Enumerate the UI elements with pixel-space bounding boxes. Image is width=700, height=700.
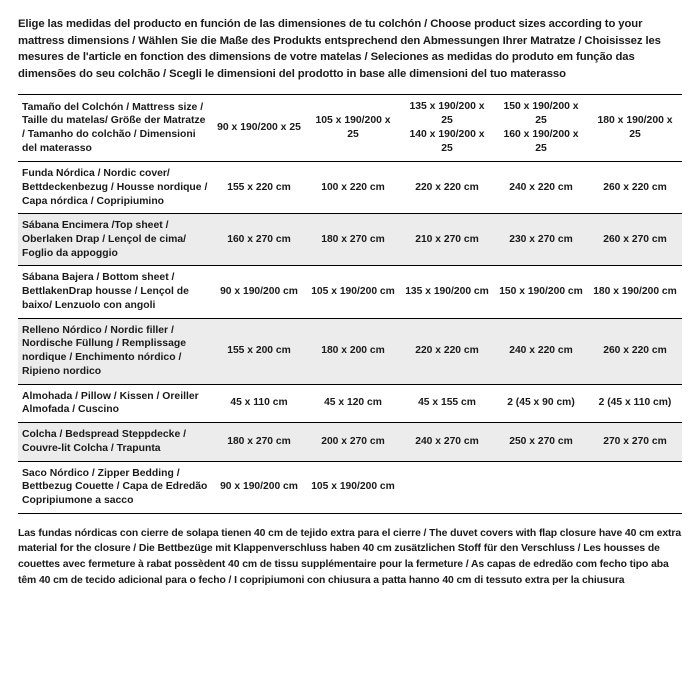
row-label-5: Colcha / Bedspread Steppdecke / Couvre-lit Colcha / Trapunta (18, 423, 212, 461)
row-1-cell-0: 160 x 270 cm (212, 214, 306, 266)
row-3-cell-0: 155 x 200 cm (212, 318, 306, 384)
row-5-cell-1: 200 x 270 cm (306, 423, 400, 461)
row-6-cell-2 (400, 461, 494, 513)
row-1-cell-2: 210 x 270 cm (400, 214, 494, 266)
row-5-cell-3: 250 x 270 cm (494, 423, 588, 461)
table-row (18, 461, 682, 513)
header-cell-0-line-0: 90 x 190/200 x 25 (217, 121, 301, 133)
table-row (18, 266, 682, 318)
row-label-0: Funda Nórdica / Nordic cover/ Bettdeckenbezug / Housse nordique / Capa nórdica / Copripiumino (18, 162, 212, 214)
row-0-cell-1: 100 x 220 cm (306, 162, 400, 214)
header-cell-4-line-0: 180 x 190/200 x 25 (597, 114, 673, 140)
header-cell-3-line-0: 150 x 190/200 x 25 (503, 100, 579, 126)
row-0-cell-4: 260 x 220 cm (588, 162, 682, 214)
header-cell-2 (400, 94, 494, 161)
row-6-cell-0: 90 x 190/200 cm (212, 461, 306, 513)
row-3-cell-4: 260 x 220 cm (588, 318, 682, 384)
row-1-cell-4: 260 x 270 cm (588, 214, 682, 266)
header-cell-2-line-0: 135 x 190/200 x 25 (409, 100, 485, 126)
row-0-cell-2: 220 x 220 cm (400, 162, 494, 214)
row-6-cell-4 (588, 461, 682, 513)
header-cell-1-line-0: 105 x 190/200 x 25 (315, 114, 391, 140)
row-3-cell-2: 220 x 220 cm (400, 318, 494, 384)
header-cell-1 (306, 94, 400, 161)
table-row (18, 318, 682, 384)
footer-note: Las fundas nórdicas con cierre de solapa tienen 40 cm de tejido extra para el cierre / The duvet covers with flap closure have 40 cm extra material for the closure / Die Bettbezüge mit Klappenverschluss haben 40 cm zusätzlichen Stoff für den Verschluss / Les housses de couettes avec fermeture à rabat possèdent 40 cm de tissu supplémentaire pour la fermeture / As capas de edredão com fecho tipo aba têm 40 cm de tecido adicional para o fecho / I copripiumoni con chiusura a patta hanno 40 cm di tessuto extra per la chiusura (18, 527, 682, 586)
size-table (18, 94, 682, 514)
row-4-cell-0: 45 x 110 cm (212, 384, 306, 422)
header-row-label: Tamaño del Colchón / Mattress size / Taille du matelas/ Größe der Matratze / Tamanho do colchão / Dimensioni del materasso (18, 94, 212, 161)
header-cell-3 (494, 94, 588, 161)
row-0-cell-0: 155 x 220 cm (212, 162, 306, 214)
row-label-2: Sábana Bajera / Bottom sheet / BettlakenDrap housse / Lençol de baixo/ Lenzuolo con angoli (18, 266, 212, 318)
row-label-1: Sábana Encimera /Top sheet / Oberlaken Drap / Lençol de cima/ Foglio da appoggio (18, 214, 212, 266)
row-3-cell-1: 180 x 200 cm (306, 318, 400, 384)
intro-text: Elige las medidas del producto en función de las dimensiones de tu colchón / Choose product sizes according to your mattress dimensions / Wählen Sie die Maße des Produkts entsprechend den Abmessungen Ihrer Matratze / Choisissez les mesures de l'article en fonction des dimensions de votre matelas / Seleciones as medidas do produto em função das dimensões do seu colchão / Scegli le dimensioni del prodotto in base alle dimensioni del tuo materasso (18, 18, 661, 81)
row-4-cell-3: 2 (45 x 90 cm) (494, 384, 588, 422)
row-5-cell-2: 240 x 270 cm (400, 423, 494, 461)
row-label-6: Saco Nórdico / Zipper Bedding / Bettbezug Couette / Capa de Edredão Copripiumone a sacco (18, 461, 212, 513)
row-5-cell-4: 270 x 270 cm (588, 423, 682, 461)
table-row (18, 423, 682, 461)
row-2-cell-4: 180 x 190/200 cm (588, 266, 682, 318)
row-label-4: Almohada / Pillow / Kissen / Oreiller Almofada / Cuscino (18, 384, 212, 422)
row-0-cell-3: 240 x 220 cm (494, 162, 588, 214)
row-4-cell-1: 45 x 120 cm (306, 384, 400, 422)
header-cell-3-line-1: 160 x 190/200 x 25 (503, 128, 579, 155)
row-1-cell-1: 180 x 270 cm (306, 214, 400, 266)
header-cell-4 (588, 94, 682, 161)
table-row (18, 162, 682, 214)
table-header-row (18, 94, 682, 161)
header-cell-0 (212, 94, 306, 161)
row-2-cell-2: 135 x 190/200 cm (400, 266, 494, 318)
row-3-cell-3: 240 x 220 cm (494, 318, 588, 384)
row-2-cell-3: 150 x 190/200 cm (494, 266, 588, 318)
table-body (18, 94, 682, 513)
row-4-cell-4: 2 (45 x 110 cm) (588, 384, 682, 422)
header-cell-2-line-1: 140 x 190/200 x 25 (409, 128, 485, 155)
row-label-3: Relleno Nórdico / Nordic filler / Nordische Füllung / Remplissage nordique / Enchimento nórdico / Ripieno nordico (18, 318, 212, 384)
table-row (18, 214, 682, 266)
row-6-cell-3 (494, 461, 588, 513)
row-6-cell-1: 105 x 190/200 cm (306, 461, 400, 513)
row-2-cell-1: 105 x 190/200 cm (306, 266, 400, 318)
row-4-cell-2: 45 x 155 cm (400, 384, 494, 422)
row-5-cell-0: 180 x 270 cm (212, 423, 306, 461)
row-1-cell-3: 230 x 270 cm (494, 214, 588, 266)
row-2-cell-0: 90 x 190/200 cm (212, 266, 306, 318)
table-row (18, 384, 682, 422)
